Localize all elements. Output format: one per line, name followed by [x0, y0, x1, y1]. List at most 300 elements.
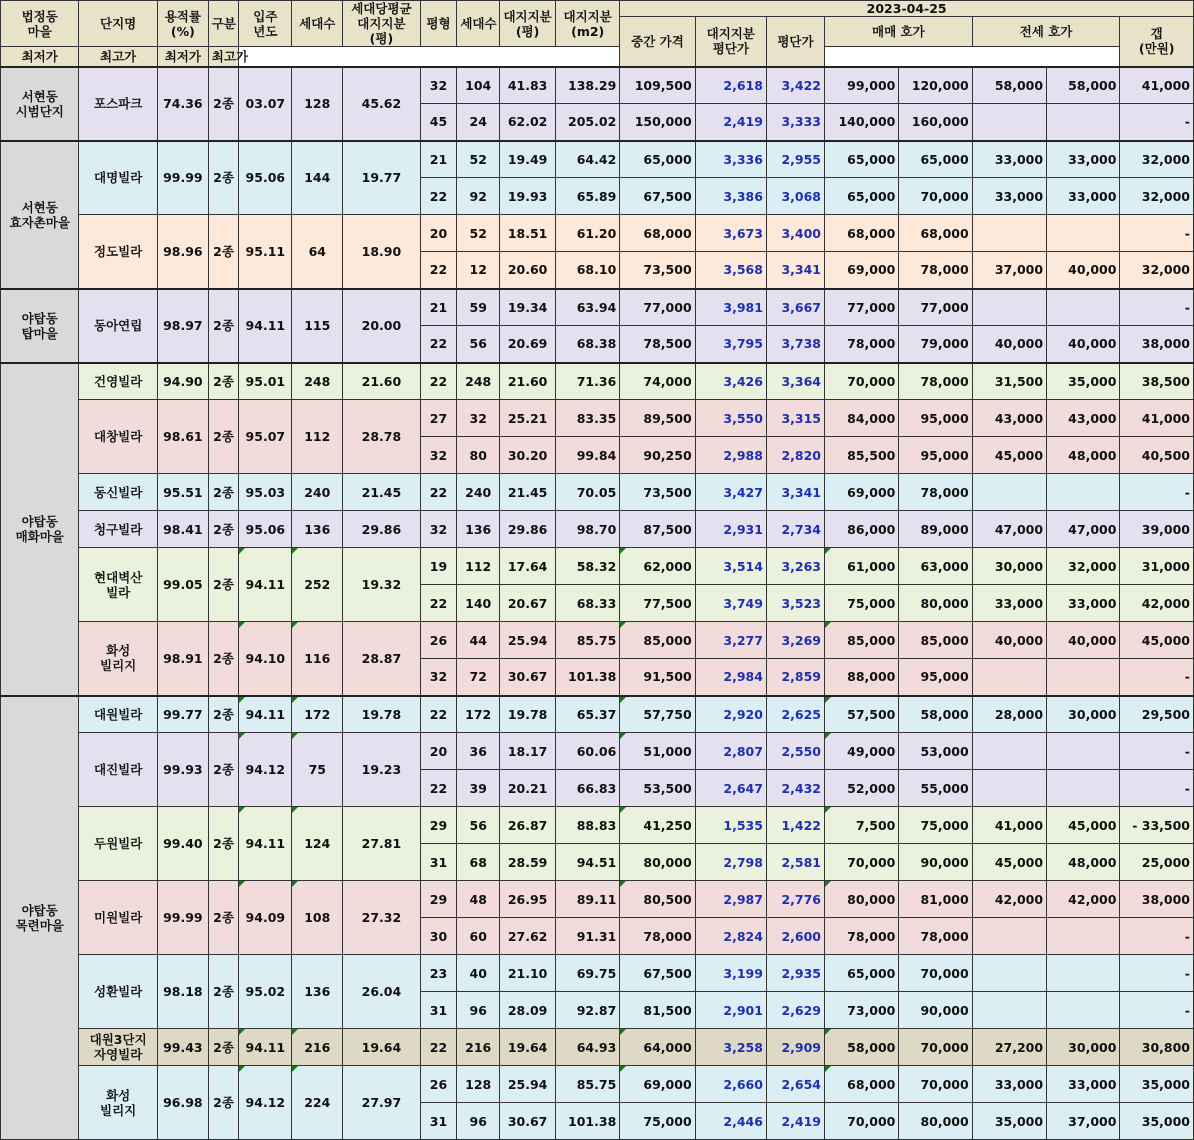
size: 22 — [420, 1029, 457, 1066]
jeonse-min: 33,000 — [972, 141, 1046, 178]
sale-max: 90,000 — [899, 844, 972, 881]
sale-max: 78,000 — [899, 918, 972, 955]
gap: - — [1120, 992, 1194, 1029]
ppy: 2,550 — [766, 733, 824, 770]
zone-type: 2종 — [208, 881, 239, 955]
sale-min: 78,000 — [825, 918, 899, 955]
jeonse-min — [972, 215, 1046, 252]
header-far: 용적률 (%) — [157, 1, 208, 47]
ppy: 2,776 — [766, 881, 824, 918]
mid-price: 68,000 — [620, 215, 695, 252]
size: 22 — [420, 178, 457, 215]
mid-price: 85,000 — [620, 622, 695, 659]
land-ppy: 2,446 — [695, 1103, 766, 1140]
land-m2: 101.38 — [556, 659, 620, 696]
size: 19 — [420, 548, 457, 585]
sale-min: 140,000 — [825, 104, 899, 141]
sale-min: 73,000 — [825, 992, 899, 1029]
zone-type: 2종 — [208, 363, 239, 400]
ppy: 3,523 — [766, 585, 824, 622]
sale-min: 84,000 — [825, 400, 899, 437]
land-m2: 68.10 — [556, 252, 620, 289]
land-m2: 98.70 — [556, 511, 620, 548]
land-ppy: 2,798 — [695, 844, 766, 881]
gap: 38,000 — [1120, 326, 1194, 363]
jeonse-min — [972, 104, 1046, 141]
sale-max: 77,000 — [899, 289, 972, 326]
units: 216 — [457, 1029, 500, 1066]
jeonse-max: 33,000 — [1047, 141, 1120, 178]
dong-label: 야탑동 목련마을 — [1, 696, 79, 1140]
units: 92 — [457, 178, 500, 215]
land-m2: 63.94 — [556, 289, 620, 326]
units: 96 — [457, 1103, 500, 1140]
size: 20 — [420, 215, 457, 252]
table-row — [1, 474, 1194, 511]
land-ppy: 2,618 — [695, 67, 766, 104]
units: 12 — [457, 252, 500, 289]
land-m2: 92.87 — [556, 992, 620, 1029]
land-m2: 88.83 — [556, 807, 620, 844]
size: 31 — [420, 1103, 457, 1140]
jeonse-min: 42,000 — [972, 881, 1046, 918]
total-units: 75 — [292, 733, 343, 807]
land-py: 20.69 — [500, 326, 556, 363]
gap: - — [1120, 104, 1194, 141]
land-py: 17.64 — [500, 548, 556, 585]
sale-max: 95,000 — [899, 659, 972, 696]
land-ppy: 3,426 — [695, 363, 766, 400]
sale-min: 65,000 — [825, 955, 899, 992]
jeonse-min: 33,000 — [972, 585, 1046, 622]
jeonse-max: 40,000 — [1047, 252, 1120, 289]
mid-price: 80,000 — [620, 844, 695, 881]
jeonse-max: 40,000 — [1047, 326, 1120, 363]
gap: 42,000 — [1120, 585, 1194, 622]
ppy: 1,422 — [766, 807, 824, 844]
land-ppy: 2,987 — [695, 881, 766, 918]
zone-type: 2종 — [208, 1029, 239, 1066]
sale-min: 80,000 — [825, 881, 899, 918]
units: 56 — [457, 326, 500, 363]
table-row — [1, 1066, 1194, 1103]
land-m2: 91.31 — [556, 918, 620, 955]
avg-land-share: 26.04 — [343, 955, 420, 1029]
jeonse-max — [1047, 215, 1120, 252]
mid-price: 41,250 — [620, 807, 695, 844]
units: 59 — [457, 289, 500, 326]
jeonse-max: 48,000 — [1047, 844, 1120, 881]
units: 39 — [457, 770, 500, 807]
mid-price: 78,000 — [620, 918, 695, 955]
land-m2: 101.38 — [556, 1103, 620, 1140]
dong-label: 야탑동 매화마을 — [1, 363, 79, 696]
size: 27 — [420, 400, 457, 437]
units: 72 — [457, 659, 500, 696]
move-in-year: 03.07 — [239, 67, 292, 141]
header-date: 2023-04-25 — [620, 1, 1194, 17]
sale-max: 58,000 — [899, 696, 972, 733]
land-m2: 94.51 — [556, 844, 620, 881]
units: 96 — [457, 992, 500, 1029]
jeonse-min — [972, 955, 1046, 992]
land-m2: 65.37 — [556, 696, 620, 733]
complex-name: 정도빌라 — [79, 215, 157, 289]
floor-area-ratio: 98.97 — [157, 289, 208, 363]
jeonse-min — [972, 733, 1046, 770]
floor-area-ratio: 98.61 — [157, 400, 208, 474]
sale-max: 55,000 — [899, 770, 972, 807]
ppy: 2,955 — [766, 141, 824, 178]
header-land-py: 대지지분 (평) — [500, 1, 556, 47]
gap: 38,000 — [1120, 881, 1194, 918]
land-py: 19.34 — [500, 289, 556, 326]
land-ppy: 3,749 — [695, 585, 766, 622]
avg-land-share: 20.00 — [343, 289, 420, 363]
size: 26 — [420, 1066, 457, 1103]
header-dong: 법정동 마을 — [1, 1, 79, 47]
land-m2: 85.75 — [556, 622, 620, 659]
land-ppy: 3,427 — [695, 474, 766, 511]
gap: - — [1120, 733, 1194, 770]
zone-type: 2종 — [208, 548, 239, 622]
complex-name: 동아연립 — [79, 289, 157, 363]
table-row — [1, 548, 1194, 585]
floor-area-ratio: 99.99 — [157, 141, 208, 215]
land-m2: 58.32 — [556, 548, 620, 585]
jeonse-max: 40,000 — [1047, 622, 1120, 659]
land-m2: 85.75 — [556, 1066, 620, 1103]
gap: - 33,500 — [1120, 807, 1194, 844]
avg-land-share: 19.64 — [343, 1029, 420, 1066]
units: 60 — [457, 918, 500, 955]
total-units: 240 — [292, 474, 343, 511]
land-m2: 61.20 — [556, 215, 620, 252]
land-ppy: 2,920 — [695, 696, 766, 733]
avg-land-share: 27.32 — [343, 881, 420, 955]
land-ppy: 3,673 — [695, 215, 766, 252]
land-m2: 71.36 — [556, 363, 620, 400]
ppy: 2,859 — [766, 659, 824, 696]
land-m2: 138.29 — [556, 67, 620, 104]
floor-area-ratio: 99.05 — [157, 548, 208, 622]
header-size: 평형 — [420, 1, 457, 47]
jeonse-min — [972, 659, 1046, 696]
sale-min: 85,500 — [825, 437, 899, 474]
ppy: 2,654 — [766, 1066, 824, 1103]
sale-max: 65,000 — [899, 141, 972, 178]
floor-area-ratio: 96.98 — [157, 1066, 208, 1140]
units: 32 — [457, 400, 500, 437]
table-row — [1, 1029, 1194, 1066]
header-sale-max: 최고가 — [79, 47, 157, 67]
land-py: 29.86 — [500, 511, 556, 548]
mid-price: 87,500 — [620, 511, 695, 548]
units: 24 — [457, 104, 500, 141]
avg-land-share: 28.87 — [343, 622, 420, 696]
total-units: 144 — [292, 141, 343, 215]
size: 22 — [420, 696, 457, 733]
sale-max: 85,000 — [899, 622, 972, 659]
jeonse-max — [1047, 733, 1120, 770]
land-ppy: 2,660 — [695, 1066, 766, 1103]
jeonse-max: 35,000 — [1047, 363, 1120, 400]
avg-land-share: 45.62 — [343, 67, 420, 141]
sale-max: 81,000 — [899, 881, 972, 918]
size: 26 — [420, 622, 457, 659]
move-in-year: 95.06 — [239, 511, 292, 548]
land-ppy: 2,824 — [695, 918, 766, 955]
ppy: 3,315 — [766, 400, 824, 437]
mid-price: 57,750 — [620, 696, 695, 733]
avg-land-share: 18.90 — [343, 215, 420, 289]
size: 22 — [420, 770, 457, 807]
mid-price: 109,500 — [620, 67, 695, 104]
move-in-year: 95.06 — [239, 141, 292, 215]
units: 52 — [457, 141, 500, 178]
land-py: 26.95 — [500, 881, 556, 918]
sale-max: 89,000 — [899, 511, 972, 548]
sale-max: 75,000 — [899, 807, 972, 844]
ppy: 3,263 — [766, 548, 824, 585]
jeonse-max — [1047, 659, 1120, 696]
total-units: 64 — [292, 215, 343, 289]
zone-type: 2종 — [208, 474, 239, 511]
jeonse-min — [972, 289, 1046, 326]
floor-area-ratio: 99.40 — [157, 807, 208, 881]
floor-area-ratio: 99.99 — [157, 881, 208, 955]
land-m2: 60.06 — [556, 733, 620, 770]
land-py: 30.67 — [500, 659, 556, 696]
complex-name: 대원3단지 자영빌라 — [79, 1029, 157, 1066]
ppy: 2,909 — [766, 1029, 824, 1066]
jeonse-max — [1047, 770, 1120, 807]
ppy: 2,734 — [766, 511, 824, 548]
land-m2: 83.35 — [556, 400, 620, 437]
land-py: 19.64 — [500, 1029, 556, 1066]
land-ppy: 3,795 — [695, 326, 766, 363]
size: 22 — [420, 252, 457, 289]
gap: 41,000 — [1120, 400, 1194, 437]
move-in-year: 94.11 — [239, 548, 292, 622]
sale-max: 53,000 — [899, 733, 972, 770]
ppy: 3,738 — [766, 326, 824, 363]
sale-min: 85,000 — [825, 622, 899, 659]
jeonse-max — [1047, 474, 1120, 511]
size: 21 — [420, 141, 457, 178]
complex-name: 미원빌라 — [79, 881, 157, 955]
sale-max: 68,000 — [899, 215, 972, 252]
gap: - — [1120, 955, 1194, 992]
jeonse-max: 47,000 — [1047, 511, 1120, 548]
header-gap: 갭 (만원) — [1120, 17, 1194, 67]
avg-land-share: 27.97 — [343, 1066, 420, 1140]
mid-price: 150,000 — [620, 104, 695, 141]
land-ppy: 3,199 — [695, 955, 766, 992]
complex-name: 청구빌라 — [79, 511, 157, 548]
units: 112 — [457, 548, 500, 585]
mid-price: 67,500 — [620, 178, 695, 215]
gap: 25,000 — [1120, 844, 1194, 881]
complex-name: 성환빌라 — [79, 955, 157, 1029]
mid-price: 80,500 — [620, 881, 695, 918]
units: 56 — [457, 807, 500, 844]
sale-min: 75,000 — [825, 585, 899, 622]
mid-price: 73,500 — [620, 252, 695, 289]
mid-price: 78,500 — [620, 326, 695, 363]
total-units: 252 — [292, 548, 343, 622]
move-in-year: 94.11 — [239, 1029, 292, 1066]
total-units: 115 — [292, 289, 343, 363]
sale-max: 160,000 — [899, 104, 972, 141]
sale-min: 65,000 — [825, 141, 899, 178]
mid-price: 62,000 — [620, 548, 695, 585]
land-ppy: 3,258 — [695, 1029, 766, 1066]
table-row — [1, 67, 1194, 104]
gap: 45,000 — [1120, 622, 1194, 659]
ppy: 3,068 — [766, 178, 824, 215]
floor-area-ratio: 99.93 — [157, 733, 208, 807]
gap: 40,500 — [1120, 437, 1194, 474]
sale-min: 70,000 — [825, 363, 899, 400]
units: 248 — [457, 363, 500, 400]
table-row — [1, 807, 1194, 844]
total-units: 128 — [292, 67, 343, 141]
table-row — [1, 955, 1194, 992]
jeonse-max — [1047, 104, 1120, 141]
total-units: 112 — [292, 400, 343, 474]
land-ppy: 3,336 — [695, 141, 766, 178]
header-units2: 세대수 — [457, 1, 500, 47]
sale-max: 70,000 — [899, 955, 972, 992]
jeonse-max — [1047, 992, 1120, 1029]
land-py: 26.87 — [500, 807, 556, 844]
gap: - — [1120, 215, 1194, 252]
mid-price: 69,000 — [620, 1066, 695, 1103]
jeonse-min: 45,000 — [972, 844, 1046, 881]
complex-name: 대창빌라 — [79, 400, 157, 474]
size: 31 — [420, 844, 457, 881]
land-ppy: 1,535 — [695, 807, 766, 844]
size: 30 — [420, 918, 457, 955]
total-units: 136 — [292, 955, 343, 1029]
jeonse-max: 33,000 — [1047, 178, 1120, 215]
gap: - — [1120, 659, 1194, 696]
size: 32 — [420, 437, 457, 474]
sale-max: 70,000 — [899, 178, 972, 215]
dong-label: 서현동 효자촌마을 — [1, 141, 79, 289]
gap: 41,000 — [1120, 67, 1194, 104]
land-py: 27.62 — [500, 918, 556, 955]
land-m2: 69.75 — [556, 955, 620, 992]
sale-max: 70,000 — [899, 1066, 972, 1103]
size: 22 — [420, 363, 457, 400]
jeonse-min: 30,000 — [972, 548, 1046, 585]
land-m2: 64.42 — [556, 141, 620, 178]
table-row — [1, 622, 1194, 659]
floor-area-ratio: 94.90 — [157, 363, 208, 400]
ppy: 2,820 — [766, 437, 824, 474]
gap: - — [1120, 770, 1194, 807]
land-ppy: 3,568 — [695, 252, 766, 289]
zone-type: 2종 — [208, 696, 239, 733]
zone-type: 2종 — [208, 807, 239, 881]
zone-type: 2종 — [208, 733, 239, 807]
land-py: 41.83 — [500, 67, 556, 104]
gap: 29,500 — [1120, 696, 1194, 733]
units: 52 — [457, 215, 500, 252]
ppy: 2,581 — [766, 844, 824, 881]
complex-name: 동신빌라 — [79, 474, 157, 511]
table-row — [1, 363, 1194, 400]
land-py: 20.67 — [500, 585, 556, 622]
dong-label: 야탑동 탑마을 — [1, 289, 79, 363]
sale-min: 86,000 — [825, 511, 899, 548]
complex-name: 화성 빌리지 — [79, 622, 157, 696]
sale-min: 88,000 — [825, 659, 899, 696]
land-py: 25.21 — [500, 400, 556, 437]
jeonse-max: 30,000 — [1047, 696, 1120, 733]
sale-max: 79,000 — [899, 326, 972, 363]
land-ppy: 2,647 — [695, 770, 766, 807]
ppy: 3,422 — [766, 67, 824, 104]
land-py: 25.94 — [500, 1066, 556, 1103]
zone-type: 2종 — [208, 141, 239, 215]
land-ppy: 3,386 — [695, 178, 766, 215]
land-py: 30.67 — [500, 1103, 556, 1140]
avg-land-share: 21.60 — [343, 363, 420, 400]
sale-min: 69,000 — [825, 474, 899, 511]
total-units: 172 — [292, 696, 343, 733]
jeonse-min: 41,000 — [972, 807, 1046, 844]
units: 240 — [457, 474, 500, 511]
table-row — [1, 215, 1194, 252]
header-ppy: 평단가 — [766, 17, 824, 67]
ppy: 3,341 — [766, 252, 824, 289]
header-sale-min: 최저가 — [1, 47, 79, 67]
size: 22 — [420, 474, 457, 511]
land-m2: 89.11 — [556, 881, 620, 918]
ppy: 2,419 — [766, 1103, 824, 1140]
move-in-year: 94.09 — [239, 881, 292, 955]
sale-min: 69,000 — [825, 252, 899, 289]
land-ppy: 2,931 — [695, 511, 766, 548]
zone-type: 2종 — [208, 289, 239, 363]
move-in-year: 94.12 — [239, 733, 292, 807]
table-row — [1, 511, 1194, 548]
avg-land-share: 28.78 — [343, 400, 420, 474]
floor-area-ratio: 99.43 — [157, 1029, 208, 1066]
jeonse-min: 37,000 — [972, 252, 1046, 289]
complex-name: 화성 빌리지 — [79, 1066, 157, 1140]
units: 136 — [457, 511, 500, 548]
mid-price: 73,500 — [620, 474, 695, 511]
size: 32 — [420, 511, 457, 548]
land-py: 30.20 — [500, 437, 556, 474]
avg-land-share: 19.77 — [343, 141, 420, 215]
avg-land-share: 19.32 — [343, 548, 420, 622]
floor-area-ratio: 99.77 — [157, 696, 208, 733]
sale-min: 99,000 — [825, 67, 899, 104]
land-py: 25.94 — [500, 622, 556, 659]
gap: 32,000 — [1120, 141, 1194, 178]
mid-price: 81,500 — [620, 992, 695, 1029]
mid-price: 65,000 — [620, 141, 695, 178]
jeonse-min: 33,000 — [972, 1066, 1046, 1103]
jeonse-max: 58,000 — [1047, 67, 1120, 104]
size: 32 — [420, 659, 457, 696]
total-units: 224 — [292, 1066, 343, 1140]
